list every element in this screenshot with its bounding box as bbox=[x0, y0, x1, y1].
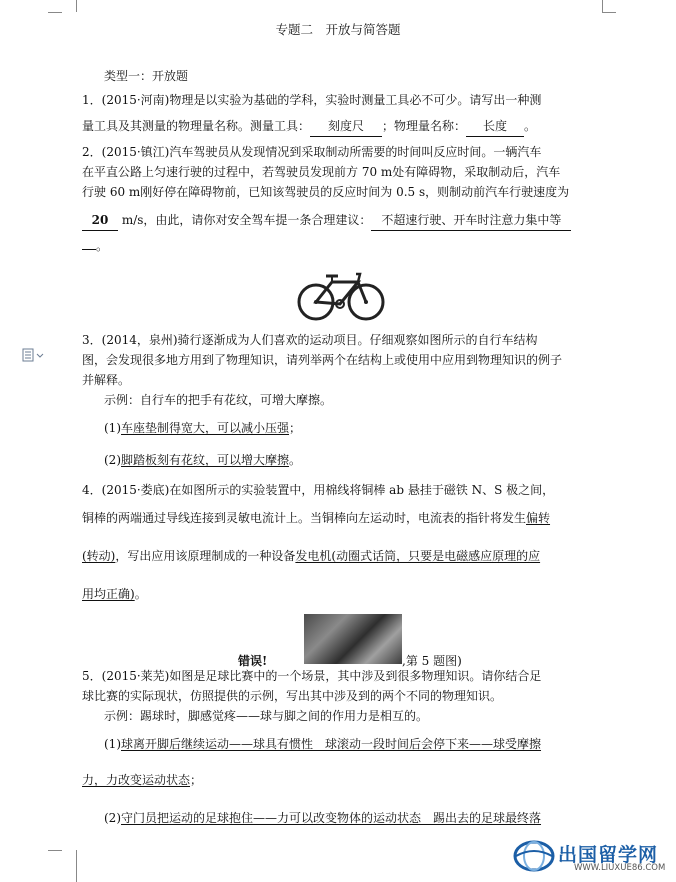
q5-answer2a: 守门员把运动的足球抱住——力可以改变物体的运动状态 踢出去的足球最终落 bbox=[121, 811, 542, 825]
q2-answer-advice: 不超速行驶、开车时注意力集中等 bbox=[371, 210, 571, 231]
q5-answer1-line1: (1)球离开脚后继续运动——球具有惯性 球滚动一段时间后会停下来——球受摩擦 bbox=[104, 737, 542, 751]
q1-answer-quantity: 长度 bbox=[466, 116, 524, 137]
q5-answer1b: 力，力改变运动状态 bbox=[82, 773, 191, 787]
q1-answer-tool: 刻度尺 bbox=[310, 116, 382, 137]
q4-answer1a: 偏转 bbox=[526, 511, 551, 525]
q4-line4: 用均正确)。 bbox=[82, 587, 147, 601]
logo-text: 出国留学网 bbox=[558, 844, 659, 866]
q3-answer2: (2)脚踏板刻有花纹，可以增大摩擦。 bbox=[104, 453, 302, 467]
q3-line1: 3．(2014，泉州)骑行逐渐成为人们喜欢的运动项目。仔细观察如图所示的自行车结构 bbox=[82, 333, 538, 347]
q3-line2: 图，会发现很多地方用到了物理知识，请列举两个在结构上或使用中应用到物理知识的例子 bbox=[82, 353, 563, 367]
q5-line2: 球比赛的实际现状，仿照提供的示例，写出其中涉及到的两个不同的物理知识。 bbox=[82, 689, 503, 703]
q5-line1: 5．(2015·莱芜)如图是足球比赛中的一个场景，其中涉及到很多物理知识。请你结合足 bbox=[82, 669, 542, 683]
logo-url: WWW.LIUXUE86.COM bbox=[574, 863, 666, 873]
document-side-icon[interactable] bbox=[22, 348, 44, 365]
page-header: 专题二 开放与简答题 bbox=[275, 22, 401, 37]
corner-mark-top-right-h bbox=[602, 12, 616, 13]
q4-answer2b: 用均正确) bbox=[82, 587, 135, 601]
q3-answer2-text: 脚踏板刻有花纹，可以增大摩擦 bbox=[121, 453, 290, 467]
q3-answer1: (1)车座垫制得宽大，可以减小压强； bbox=[104, 421, 302, 435]
figure-error-label: 错误! bbox=[238, 654, 268, 668]
q2-line3: 行驶 60 m刚好停在障碍物前，已知该驾驶员的反应时间为 0.5 s，则制动前汽车行驶速度为 bbox=[82, 185, 570, 199]
page-layout-icon bbox=[22, 348, 44, 362]
q1-line1: 1．(2015·河南)物理是以实验为基础的学科，实验时测量工具必不可少。请写出一种测 bbox=[82, 93, 542, 107]
q4-answer2a: 发电机(动圈式话筒，只要是电磁感应原理的应 bbox=[295, 549, 541, 563]
q4-line2: 铜棒的两端通过导线连接到灵敏电流计上。当铜棒向左运动时，电流表的指针将发生偏转 bbox=[82, 511, 551, 525]
corner-mark-top-right bbox=[602, 0, 617, 12]
q2-line5: 。 bbox=[82, 236, 582, 256]
bicycle-figure bbox=[296, 264, 386, 322]
corner-mark-top-left-h bbox=[48, 12, 62, 13]
corner-mark-bottom-left-h bbox=[48, 850, 62, 851]
football-photo bbox=[304, 614, 402, 664]
q2-line1: 2．(2015·镇江)汽车驾驶员从发现情况到采取制动所需要的时间叫反应时间。一辆汽车 bbox=[82, 145, 542, 159]
q5-answer2-line1: (2)守门员把运动的足球抱住——力可以改变物体的运动状态 踢出去的足球最终落 bbox=[104, 811, 542, 825]
q5-example: 示例：踢球时，脚感觉疼——球与脚之间的作用力是相互的。 bbox=[104, 709, 429, 723]
corner-mark-bottom-left bbox=[62, 850, 77, 882]
q5-answer1-line2: 力，力改变运动状态； bbox=[82, 773, 203, 787]
q4-answer1b: (转动) bbox=[82, 549, 116, 563]
q4-line3: (转动)，写出应用该原理制成的一种设备发电机(动圈式话筒，只要是电磁感应原理的应 bbox=[82, 549, 541, 563]
figure-caption: ,第 5 题图) bbox=[402, 654, 462, 668]
globe-logo-icon bbox=[512, 838, 556, 874]
section-title: 类型一：开放题 bbox=[104, 69, 189, 83]
q3-example: 示例：自行车的把手有花纹，可增大摩擦。 bbox=[104, 393, 333, 407]
q2-answer-speed: 20 bbox=[82, 210, 118, 231]
q4-line1: 4．(2015·娄底)在如图所示的实验装置中，用棉线将铜棒 ab 悬挂于磁铁 N、S 极之间， bbox=[82, 483, 555, 497]
q3-answer1-text: 车座垫制得宽大，可以减小压强 bbox=[121, 421, 290, 435]
q2-line4: 20 m/s，由此，请你对安全驾车提一条合理建议： 不超速行驶、开车时注意力集中等 bbox=[82, 210, 582, 231]
site-logo bbox=[512, 838, 674, 878]
corner-mark-top-left bbox=[62, 0, 77, 12]
q1-line2: 量工具及其测量的物理量名称。测量工具： 刻度尺 ；物理量名称： 长度 。 bbox=[82, 116, 582, 137]
q3-line3: 并解释。 bbox=[82, 373, 131, 387]
q2-line2: 在平直公路上匀速行驶的过程中，若驾驶员发现前方 70 m处有障碍物，采取制动后，汽车 bbox=[82, 165, 561, 179]
q5-answer1a: 球离开脚后继续运动——球具有惯性 球滚动一段时间后会停下来——球受摩擦 bbox=[121, 737, 542, 751]
